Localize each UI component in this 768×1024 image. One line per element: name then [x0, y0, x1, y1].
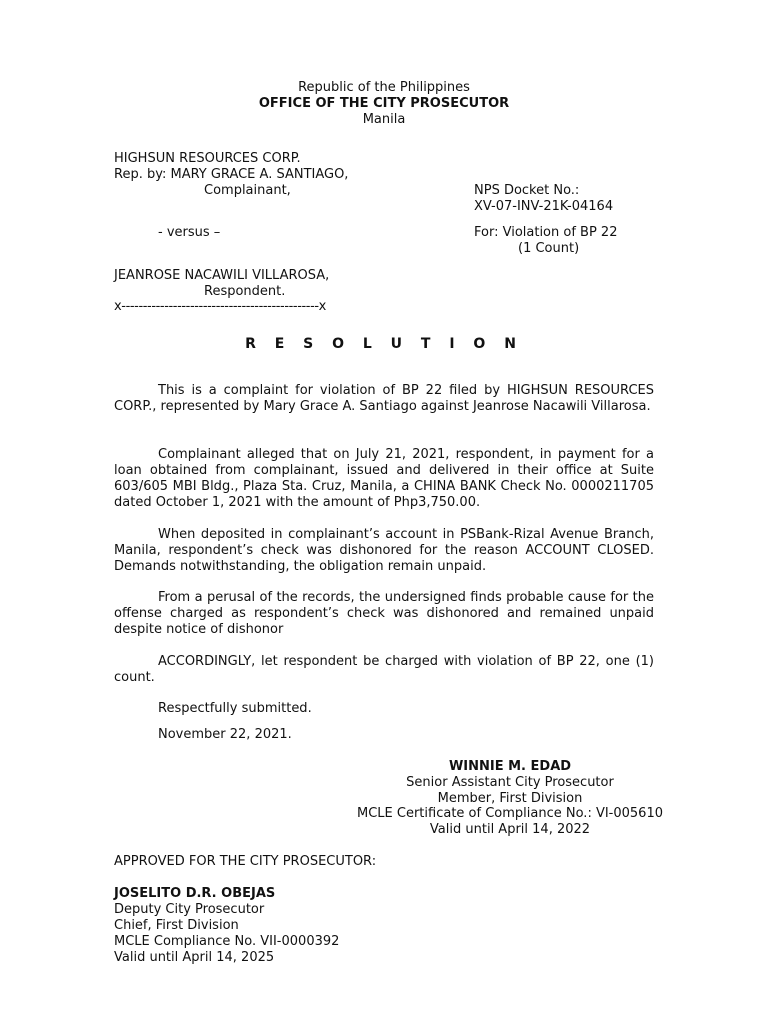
paragraph-5: ACCORDINGLY, let respondent be charged with violation of BP 22, one (1) count.: [114, 654, 654, 685]
city-line: Manila: [362, 112, 406, 127]
approver-name: JOSELITO D.R. OBEJAS: [114, 886, 276, 901]
paragraph-3: When deposited in complainant’s account in PSBank-Rizal Avenue Branch, Manila, respondent’s check was dishonored for the reason ACCOUNT CLOSED. Demands notwithstanding, the obligation remain unpaid.: [114, 527, 654, 574]
complainant-role: Complainant,: [204, 183, 291, 198]
signatory-valid: Valid until April 14, 2022: [429, 822, 591, 837]
complainant-rep: Rep. by: MARY GRACE A. SANTIAGO,: [114, 167, 349, 182]
signatory-name: WINNIE M. EDAD: [448, 759, 572, 774]
paragraph-2: Complainant alleged that on July 21, 2021, respondent, in payment for a loan obtained from complainant, issued and delivered in their office at Suite 603/605 MBI Bldg., Plaza Sta. Cruz, Manila, a CHINA BANK Check No. 0000211705 dated October 1, 2021 with the amount of Php3,750.00.: [114, 447, 654, 510]
resolution-title: R E S O L U T I O N: [245, 336, 523, 352]
versus-line: - versus –: [158, 225, 221, 240]
paragraph-1: This is a complaint for violation of BP 22 filed by HIGHSUN RESOURCES CORP., represented by Mary Grace A. Santiago against Jeanrose Nacawili Villarosa.: [114, 383, 654, 414]
signatory-division: Member, First Division: [437, 791, 583, 806]
respectfully-submitted: Respectfully submitted.: [158, 701, 312, 716]
office-title: OFFICE OF THE CITY PROSECUTOR: [258, 96, 510, 111]
caption-separator: x----------------------------------------------x: [114, 299, 326, 314]
respondent-name: JEANROSE NACAWILI VILLAROSA,: [114, 268, 330, 283]
paragraph-4: From a perusal of the records, the undersigned finds probable cause for the offense charged as respondent’s check was dishonored and remained unpaid despite notice of dishonor: [114, 590, 654, 637]
count-line: (1 Count): [518, 241, 580, 256]
docket-label: NPS Docket No.:: [474, 183, 580, 198]
complainant-name: HIGHSUN RESOURCES CORP.: [114, 151, 301, 166]
approver-mcle: MCLE Compliance No. VII-0000392: [114, 934, 340, 949]
resolution-date: November 22, 2021.: [158, 727, 292, 742]
approver-division: Chief, First Division: [114, 918, 239, 933]
signatory-mcle: MCLE Certificate of Compliance No.: VI-005610: [357, 806, 663, 821]
signatory-title: Senior Assistant City Prosecutor: [406, 775, 614, 790]
approval-label: APPROVED FOR THE CITY PROSECUTOR:: [114, 854, 377, 869]
offense-line: For: Violation of BP 22: [474, 225, 618, 240]
approver-title: Deputy City Prosecutor: [114, 902, 265, 917]
docket-number: XV-07-INV-21K-04164: [474, 199, 614, 214]
respondent-role: Respondent.: [204, 284, 286, 299]
approver-valid: Valid until April 14, 2025: [114, 950, 275, 965]
republic-line: Republic of the Philippines: [298, 80, 470, 95]
